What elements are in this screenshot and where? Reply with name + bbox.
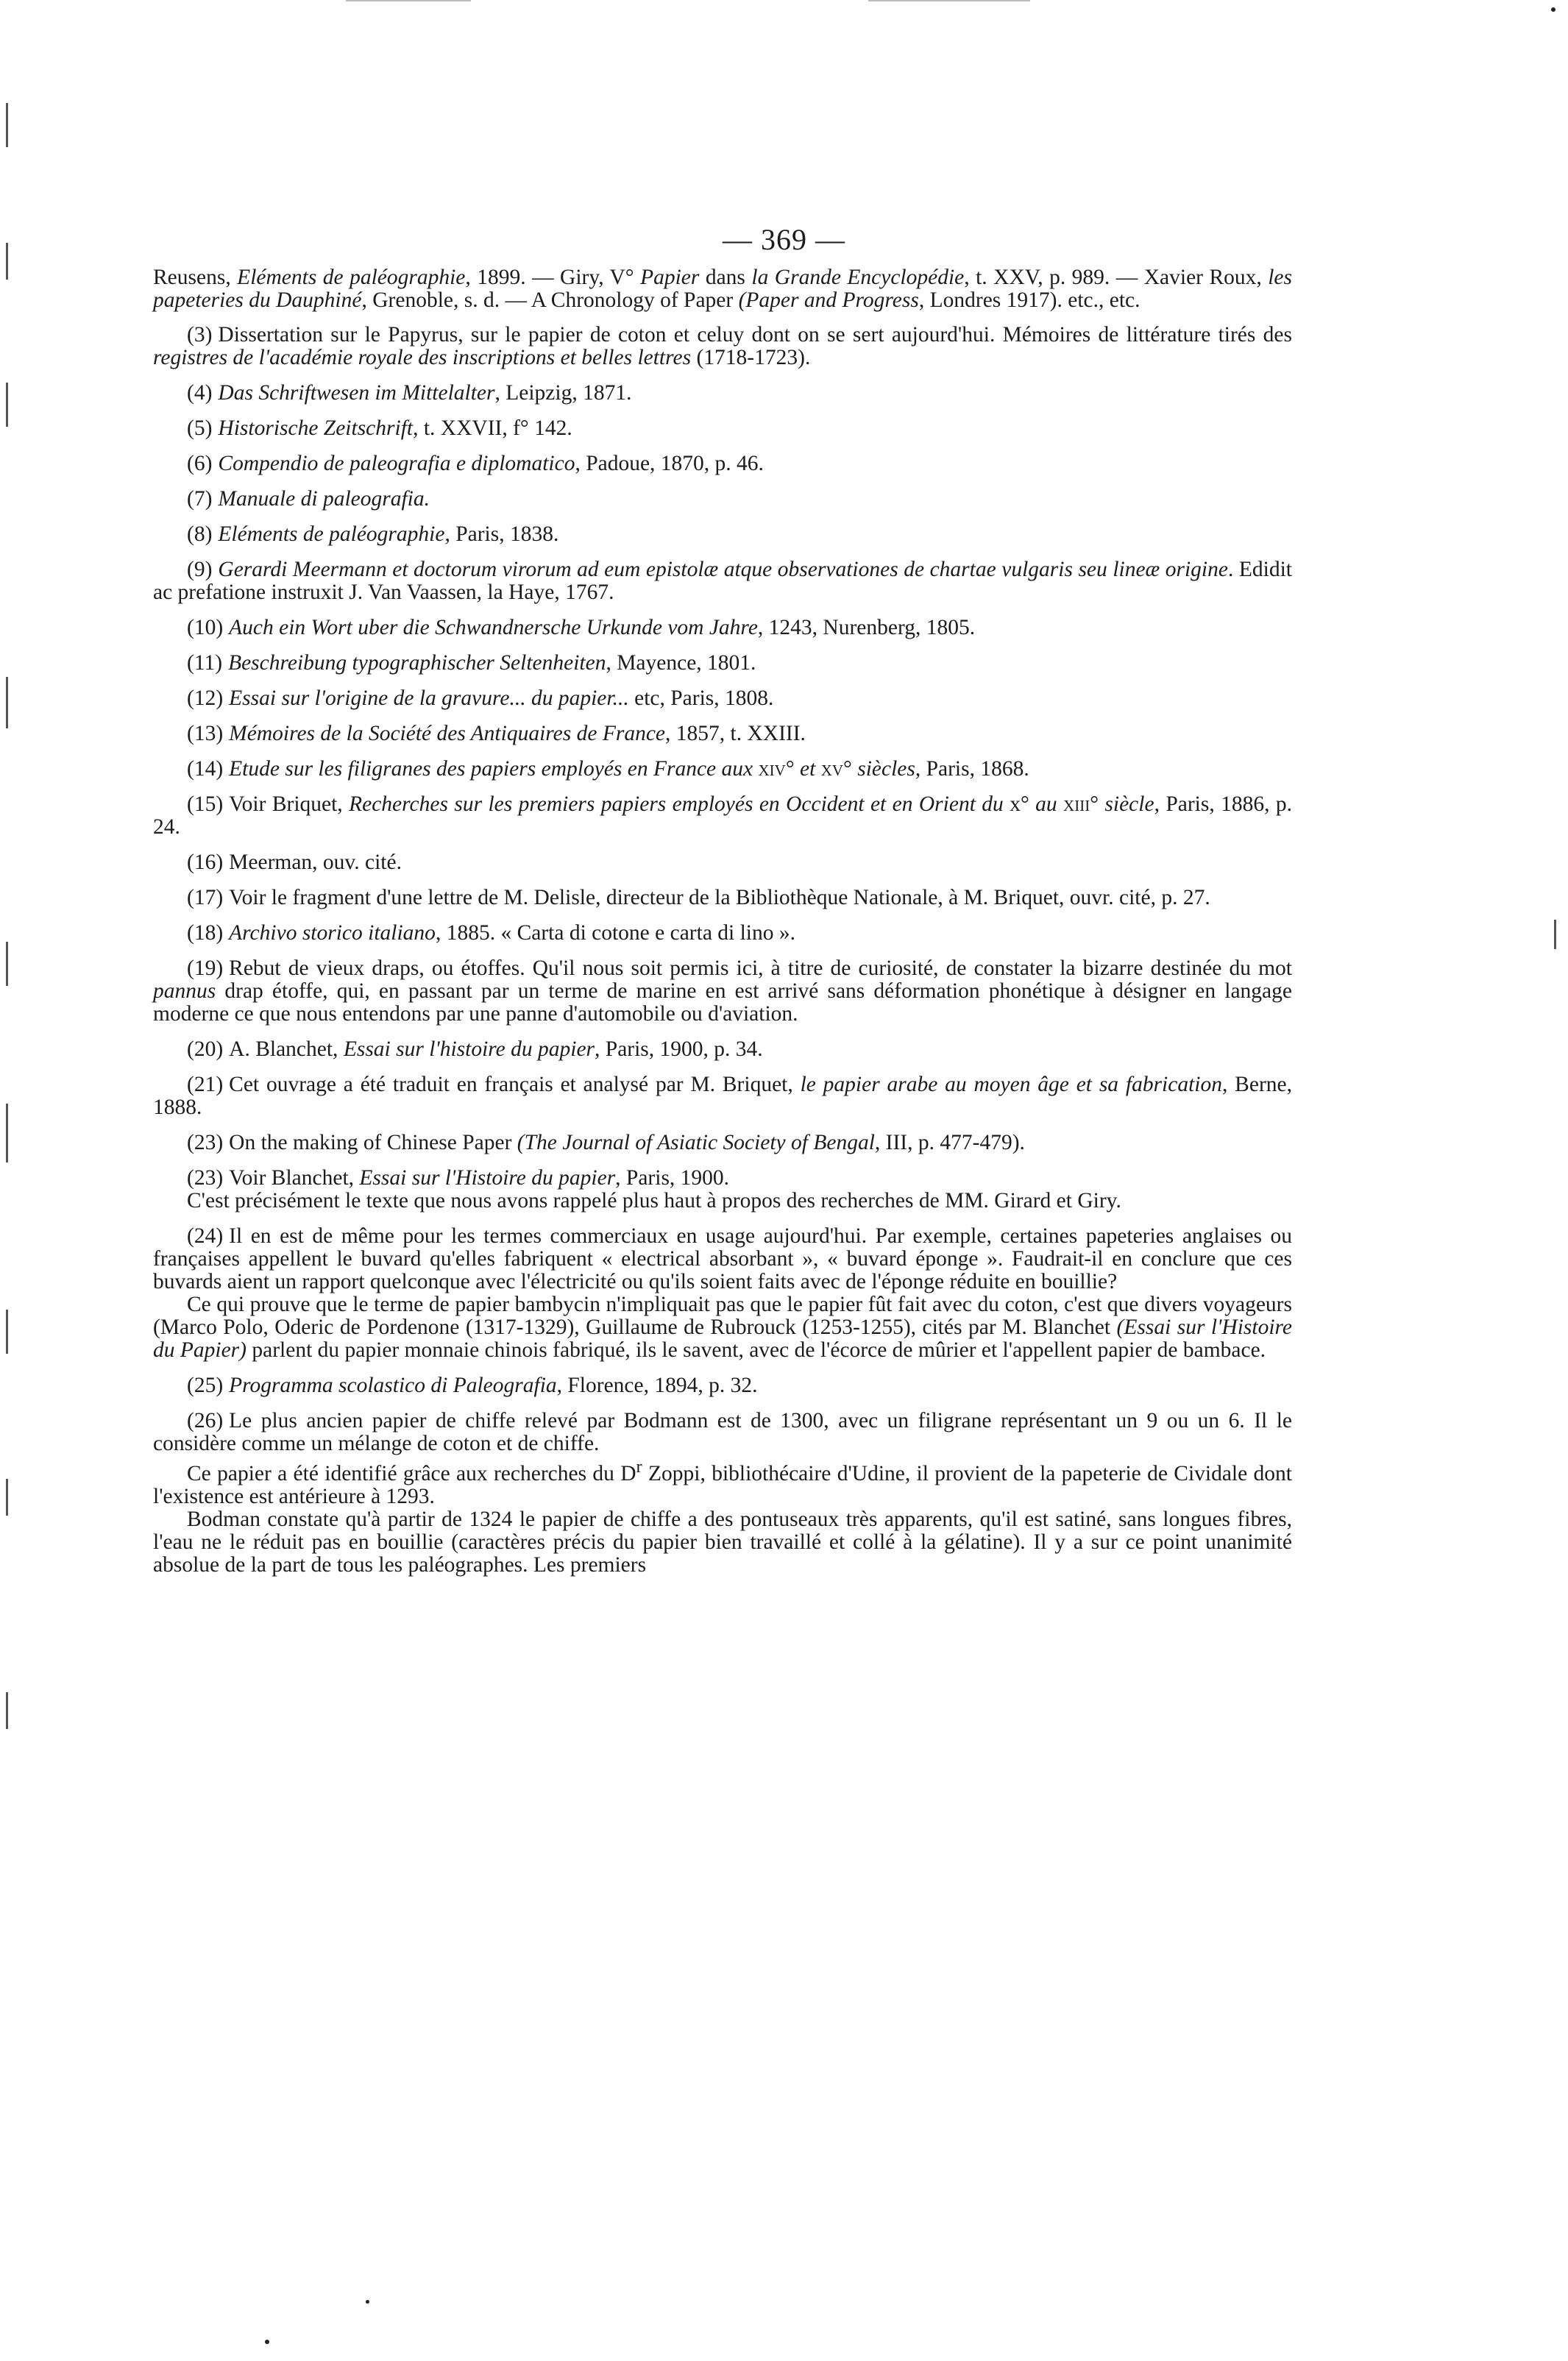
footnote-number: (13) [187,722,224,745]
footnote-text: (7) Manuale di paleografia. [187,487,430,511]
footnote-21 [153,1073,1292,1119]
footnote-text: (23) On the making of Chinese Paper (The Journal of Asiatic Society of Bengal, III, p. 477-479). [187,1131,1025,1154]
footnote-number: (19) [187,956,224,980]
footnote-13 [153,722,1292,745]
footnote-text: (25) Programma scolastico di Paleografia, Florence, 1894, p. 32. [187,1374,758,1397]
scan-edge-mark [6,1479,8,1516]
footnote-text: (17) Voir le fragment d'une lettre de M. Delisle, directeur de la Bibliothèque Nationale, à M. Briquet, ouvr. cité, p. 27. [187,886,1210,909]
footnote-text: (19) Rebut de vieux draps, ou étoffes. Qu'il nous soit permis ici, à titre de curiosité, de constater la bizarre destinée du mot pannus drap étoffe, qui, en passant par un terme de marine en est arrivé sans déformation phonétique à désigner en langage moderne ce que nous entendons par une panne d'automobile ou d'aviation. [153,956,1292,1026]
scan-edge-mark [6,1310,8,1354]
footnote-17 [153,887,1292,909]
scan-edge-mark [6,942,8,986]
footnote-11 [153,652,1292,675]
footnote-continuation: C'est précisément le texte que nous avons rappelé plus haut à propos des recherches de MM. Girard et Giry. [187,1189,1121,1213]
footnote-14 [153,758,1292,781]
footnote-text: (23) Voir Blanchet, Essai sur l'Histoire du papier, Paris, 1900. [187,1166,730,1190]
footnote-text: (14) Etude sur les filigranes des papiers employés en France aux xiv° et xv° siècles, Paris, 1868. [187,757,1029,781]
footnote-number: (23) [187,1131,224,1154]
footnote-9 [153,558,1292,604]
footnote-25 [153,1374,1292,1397]
footnote-24 [153,1225,1292,1362]
page-number: — 369 — [723,223,845,256]
footnote-continuation: Ce papier a été identifié grâce aux recherches du $D^r$ Zoppi, bibliothécaire d'Udine, il provient de la papeterie de Cividale dont l'existence est antérieure à 1293. [153,1457,1292,1508]
scan-edge-mark [6,243,8,280]
footnote-text: Reusens, Eléments de paléographie, 1899. — Giry, V° Papier dans la Grande Encyclopédie, t. XXV, p. 989. — Xavier Roux, les papeteries du Dauphiné, Grenoble, s. d. — A Chronology of Paper (Paper and Progress, Londres 1917). etc., etc. [153,266,1293,312]
footnote-number: (16) [187,851,224,874]
footnote-text: (9) Gerardi Meermann et doctorum virorum ad eum epistolæ atque observationes de chartae vulgaris seu lineæ origine. Edidit ac prefatione instruxit J. Van Vaassen, la Haye, 1767. [153,558,1293,604]
scan-top-rule [868,0,1030,1]
footnote-number: (18) [187,921,224,945]
footnote-8 [153,523,1292,546]
footnote-number: (9) [187,558,213,581]
footnote-number: (5) [187,416,213,440]
footnote-number: (21) [187,1073,224,1096]
footnote-text: (5) Historische Zeitschrift, t. XXVII, f° 142. [187,416,572,440]
footnote-19 [153,957,1292,1026]
scan-edge-mark [1554,920,1556,949]
footnote-number: (6) [187,452,213,475]
scan-speck [366,2300,369,2304]
footnote-3 [153,324,1292,369]
footnote-5 [153,417,1292,440]
footnote-number: (14) [187,757,224,781]
footnote-text: (24) Il en est de même pour les termes commerciaux en usage aujourd'hui. Par exemple, certaines papeteries anglaises ou françaises appellent le buvard qu'elles fabriquent « electrical absorbant », « buvard éponge ». Faudrait-il en conclure que ces buvards aient un rapport quelconque avec l'électricité ou qu'ils soient faits avec de l'éponge réduite en bouillie? [153,1224,1292,1293]
footnote-18 [153,922,1292,945]
footnote-text: (4) Das Schriftwesen im Mittelalter, Leipzig, 1871. [187,381,632,405]
scan-edge-mark [6,677,8,728]
footnote-number: (17) [187,886,224,909]
scan-edge-mark [6,383,8,427]
footnote-text: (10) Auch ein Wort uber die Schwandnersche Urkunde vom Jahre, 1243, Nurenberg, 1805. [187,616,976,639]
footnote-text: (11) Beschreibung typographischer Seltenheiten, Mayence, 1801. [187,651,756,675]
footnote-20 [153,1038,1292,1061]
footnote-26 [153,1410,1292,1577]
footnote-text: (18) Archivo storico italiano, 1885. « Carta di cotone e carta di lino ». [187,921,796,945]
footnote-text: (6) Compendio de paleografia e diplomatico, Padoue, 1870, p. 46. [187,452,764,475]
footnote-text: (16) Meerman, ouv. cité. [187,851,402,874]
scan-edge-mark [6,103,8,147]
footnote-number: (10) [187,616,224,639]
footnote-number: (8) [187,522,213,546]
footnote-number: (12) [187,686,224,710]
footnote-text: (13) Mémoires de la Société des Antiquaires de France, 1857, t. XXIII. [187,722,806,745]
footnote-text: (26) Le plus ancien papier de chiffe relevé par Bodmann est de 1300, avec un filigrane représentant un 9 ou un 6. Il le considère comme un mélange de coton et de chiffe. [153,1409,1292,1455]
footnote-text: (20) A. Blanchet, Essai sur l'histoire du papier, Paris, 1900, p. 34. [187,1037,763,1061]
footnote-23 [153,1132,1292,1154]
footnote-number: (23) [187,1166,224,1190]
footnote-7 [153,488,1292,511]
footnote-text: (15) Voir Briquet, Recherches sur les premiers papiers employés en Occident et en Orient du x° au xiii° siècle, Paris, 1886, p. 24. [153,792,1292,839]
footnote-16 [153,851,1292,874]
footnote-15 [153,793,1292,839]
footnote-number: (20) [187,1037,224,1061]
footnotes [153,266,1292,1589]
footnote-10 [153,617,1292,639]
footnote-text: (8) Eléments de paléographie, Paris, 1838. [187,522,559,546]
footnote-continuation: Bodman constate qu'à partir de 1324 le papier de chiffe a des pontuseaux très apparents, qu'il est satiné, sans longues fibres, l'eau ne le réduit pas en bouillie (caractères précis du papier bien travaillé et collé à la gélatine). Il y a sur ce point unanimité absolue de la part de tous les paléographes. Les premiers [153,1507,1292,1577]
footnote-continuation: Ce qui prouve que le terme de papier bambycin n'impliquait pas que le papier fût fait avec du coton, c'est que divers voyageurs (Marco Polo, Oderic de Pordenone (1317-1329), Guillaume de Rubrouck (1253-1255), cités par M. Blanchet (Essai sur l'Histoire du Papier) parlent du papier monnaie chinois fabriqué, ils le savent, avec de l'écorce de mûrier et l'appellent papier de bambace. [153,1293,1292,1362]
footnote-4 [153,382,1292,405]
footnote-number: (24) [187,1224,224,1248]
footnote-number: (25) [187,1374,224,1397]
scan-top-rule [346,0,471,1]
footnote-number: (4) [187,381,213,405]
footnote-12 [153,687,1292,710]
footnote-text: (21) Cet ouvrage a été traduit en français et analysé par M. Briquet, le papier arabe au moyen âge et sa fabrication, Berne, 1888. [153,1073,1292,1119]
footnote-number: (11) [187,651,223,675]
footnote-number: (15) [187,792,224,816]
footnote-text: (12) Essai sur l'origine de la gravure... du papier... etc, Paris, 1808. [187,686,774,710]
footnote-23 [153,1167,1292,1213]
footnote-number: (26) [187,1409,224,1432]
footnote-text: (3) Dissertation sur le Papyrus, sur le papier de coton et celuy dont on se sert aujourd'hui. Mémoires de littérature tirés des registres de l'académie royale des inscriptions et belles lettres (1718-1723). [153,323,1292,369]
scan-speck [1551,7,1555,12]
scan-edge-mark [6,1692,8,1729]
footnote-6 [153,452,1292,475]
scan-speck [265,2340,269,2344]
footnote-number: (3) [187,323,213,347]
footnote-cont [153,266,1292,312]
scan-edge-mark [6,1104,8,1162]
footnote-number: (7) [187,487,213,511]
